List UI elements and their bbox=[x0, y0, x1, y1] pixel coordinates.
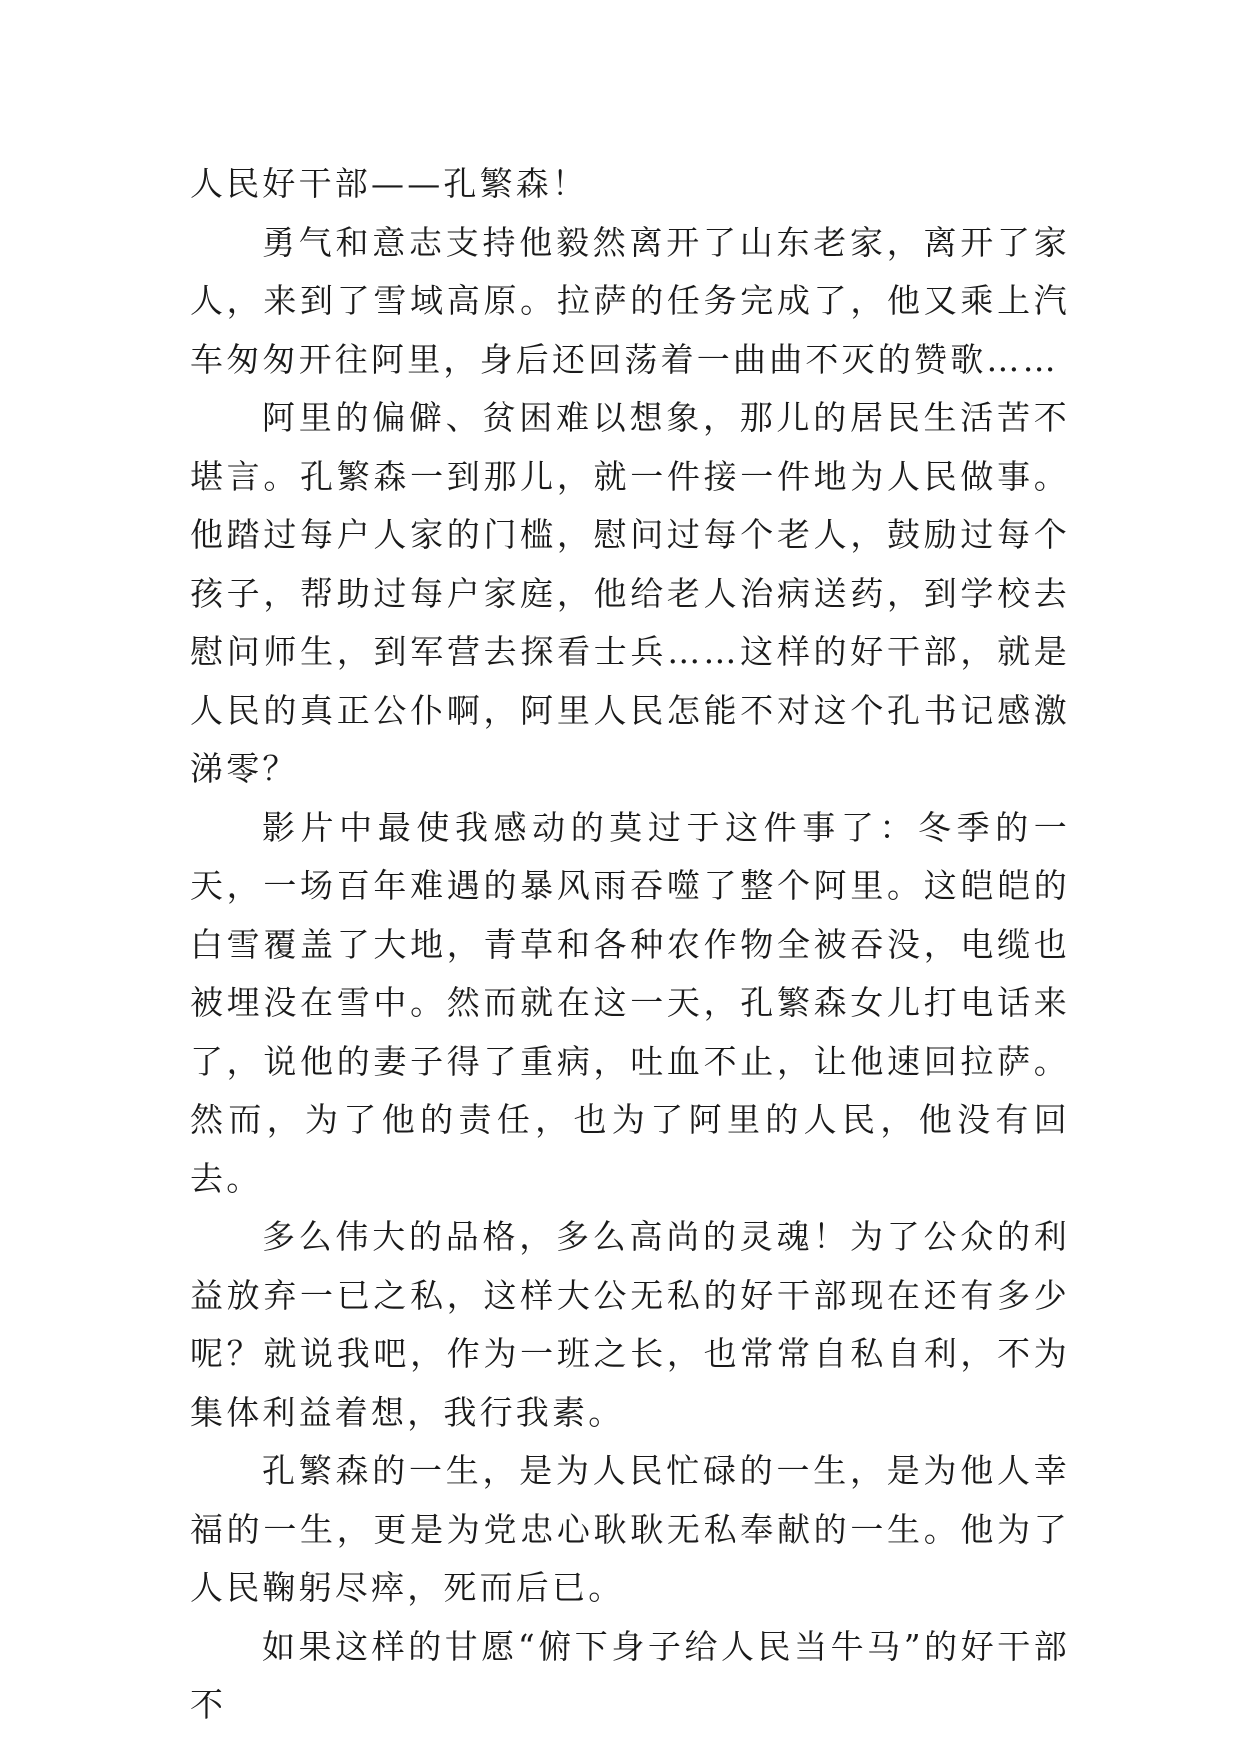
paragraph-departure: 勇气和意志支持他毅然离开了山东老家，离开了家人，来到了雪域高原。拉萨的任务完成了，他又乘上汽车匆匆开往阿里，身后还回荡着一曲曲不灭的赞歌…… bbox=[190, 222, 1070, 379]
paragraph-reflection: 多么伟大的品格，多么高尚的灵魂！为了公众的利益放弃一已之私，这样大公无私的好干部现在还有多少呢？就说我吧，作为一班之长，也常常自私自利，不为集体利益着想，我行我素。 bbox=[190, 1217, 1070, 1432]
paragraph-ali-service: 阿里的偏僻、贫困难以想象，那儿的居民生活苦不堪言。孔繁森一到那儿，就一件接一件地为人民做事。他踏过每户人家的门槛，慰问过每个老人，鼓励过每个孩子，帮助过每户家庭，他给老人治病送药，到学校去慰问师生，到军营去探看士兵……这样的好干部，就是人民的真正公仆啊，阿里人民怎能不对这个孔书记感激涕零？ bbox=[190, 398, 1070, 788]
paragraph-snowstorm: 影片中最使我感动的莫过于这件事了：冬季的一天，一场百年难遇的暴风雨吞噬了整个阿里。这皑皑的白雪覆盖了大地，青草和各种农作物全被吞没，电缆也被埋没在雪中。然而就在这一天，孔繁森女儿打电话来了，说他的妻子得了重病，吐血不止，让他速回拉萨。然而，为了他的责任，也为了阿里的人民，他没有回去。 bbox=[190, 807, 1070, 1198]
body-text bbox=[190, 155, 1070, 1735]
paragraph-life-summary: 孔繁森的一生，是为人民忙碌的一生，是为他人幸福的一生，更是为党忠心耿耿无私奉献的一生。他为了人民鞠躬尽瘁，死而后已。 bbox=[190, 1451, 1070, 1607]
paragraph-continuation: 人民好干部——孔繁森！ bbox=[190, 164, 589, 203]
paragraph-closing-fragment: 如果这样的甘愿“俯下身子给人民当牛马”的好干部不 bbox=[190, 1626, 1070, 1724]
